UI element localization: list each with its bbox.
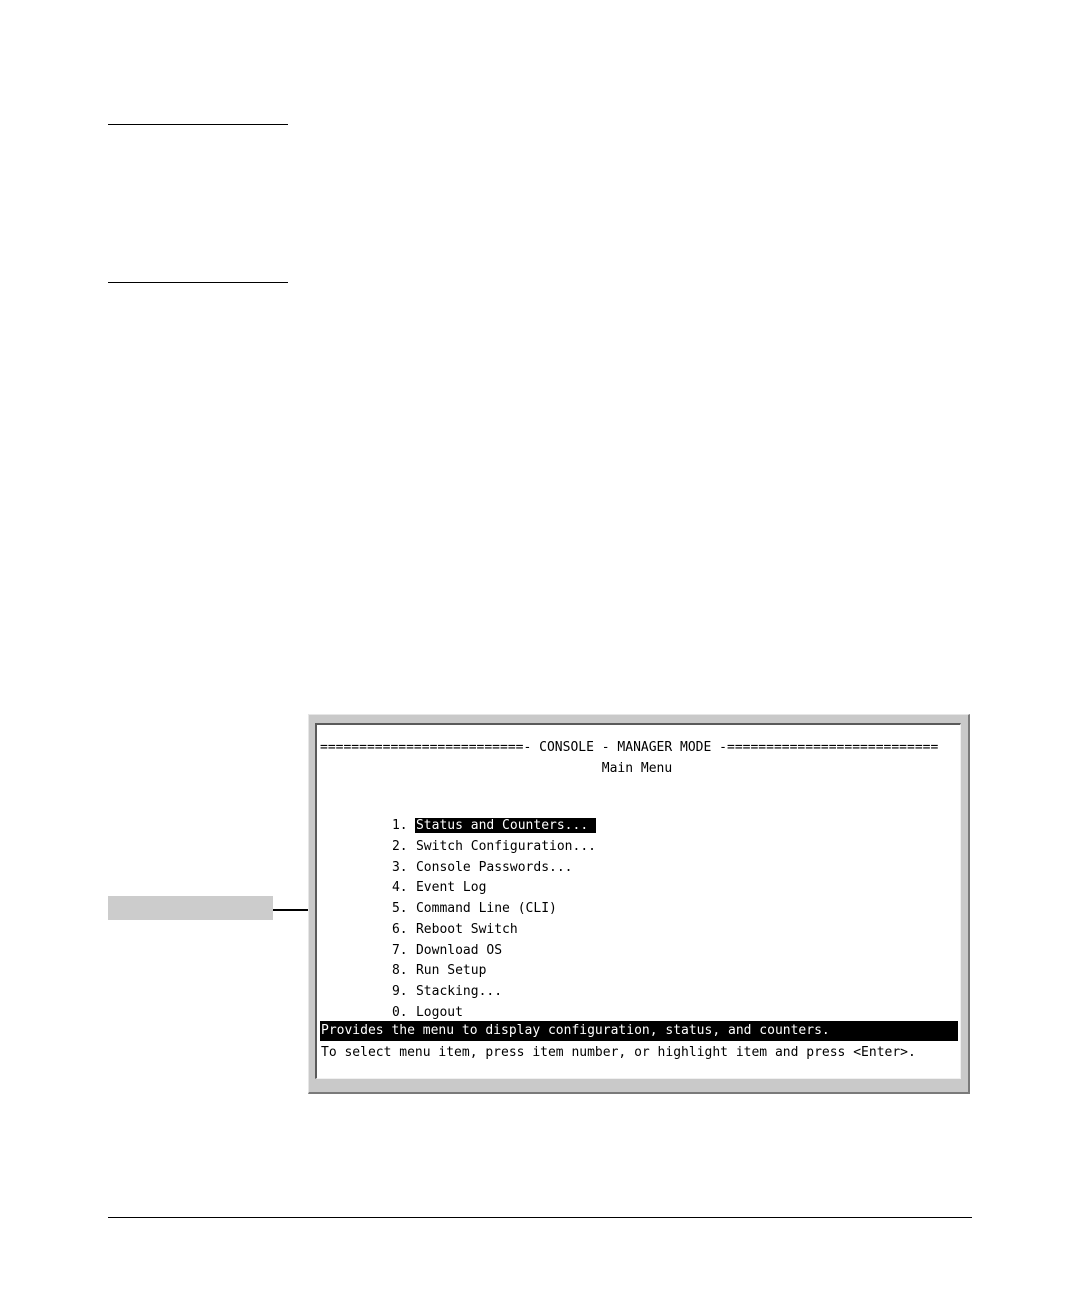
menu-item-number: 9. — [391, 984, 408, 999]
callout-label-box — [108, 896, 273, 920]
console-window-frame — [308, 714, 970, 1094]
menu-item-reboot-switch[interactable] — [345, 903, 519, 937]
menu-item-number: 1. — [391, 818, 408, 833]
menu-item-label: Logout — [415, 1005, 463, 1020]
menu-item-label: Command Line (CLI) — [415, 901, 557, 916]
footer-rule — [108, 1217, 972, 1218]
menu-item-label: Switch Configuration... — [415, 839, 596, 854]
menu-item-label: Status and Counters... — [415, 818, 596, 833]
menu-item-label: Console Passwords... — [415, 860, 573, 875]
menu-item-logout[interactable] — [345, 986, 464, 1020]
menu-help-line: Provides the menu to display configuration, status, and counters. — [320, 1021, 958, 1041]
menu-item-number: 0. — [391, 1005, 408, 1020]
menu-item-event-log[interactable] — [345, 861, 487, 895]
menu-item-run-setup[interactable] — [345, 944, 487, 978]
menu-item-switch-configuration[interactable] — [345, 820, 597, 854]
menu-instruction-line: To select menu item, press item number, or highlight item and press <Enter>. — [321, 1045, 916, 1060]
menu-item-number: 7. — [391, 943, 408, 958]
menu-item-number: 4. — [391, 880, 408, 895]
menu-item-label: Reboot Switch — [415, 922, 518, 937]
margin-rule-bottom — [108, 282, 288, 283]
console-screen — [315, 723, 961, 1079]
menu-item-number: 5. — [391, 901, 408, 916]
margin-rule-top — [108, 124, 288, 125]
menu-item-status-and-counters[interactable] — [345, 799, 596, 833]
menu-item-label: Event Log — [415, 880, 487, 895]
menu-item-number: 8. — [391, 963, 408, 978]
menu-item-download-os[interactable] — [345, 924, 503, 958]
menu-item-console-passwords[interactable] — [345, 841, 574, 875]
menu-item-label: Stacking... — [415, 984, 503, 999]
menu-item-label: Run Setup — [415, 963, 487, 978]
menu-item-number: 3. — [391, 860, 408, 875]
menu-item-number: 6. — [391, 922, 408, 937]
menu-item-number: 2. — [391, 839, 408, 854]
menu-item-stacking[interactable] — [345, 965, 503, 999]
menu-item-command-line[interactable] — [345, 882, 558, 916]
menu-item-label: Download OS — [415, 943, 503, 958]
console-banner: ==========================- CONSOLE - MANAGER MODE -=========================== — [320, 740, 939, 755]
menu-title: Main Menu — [601, 761, 673, 776]
